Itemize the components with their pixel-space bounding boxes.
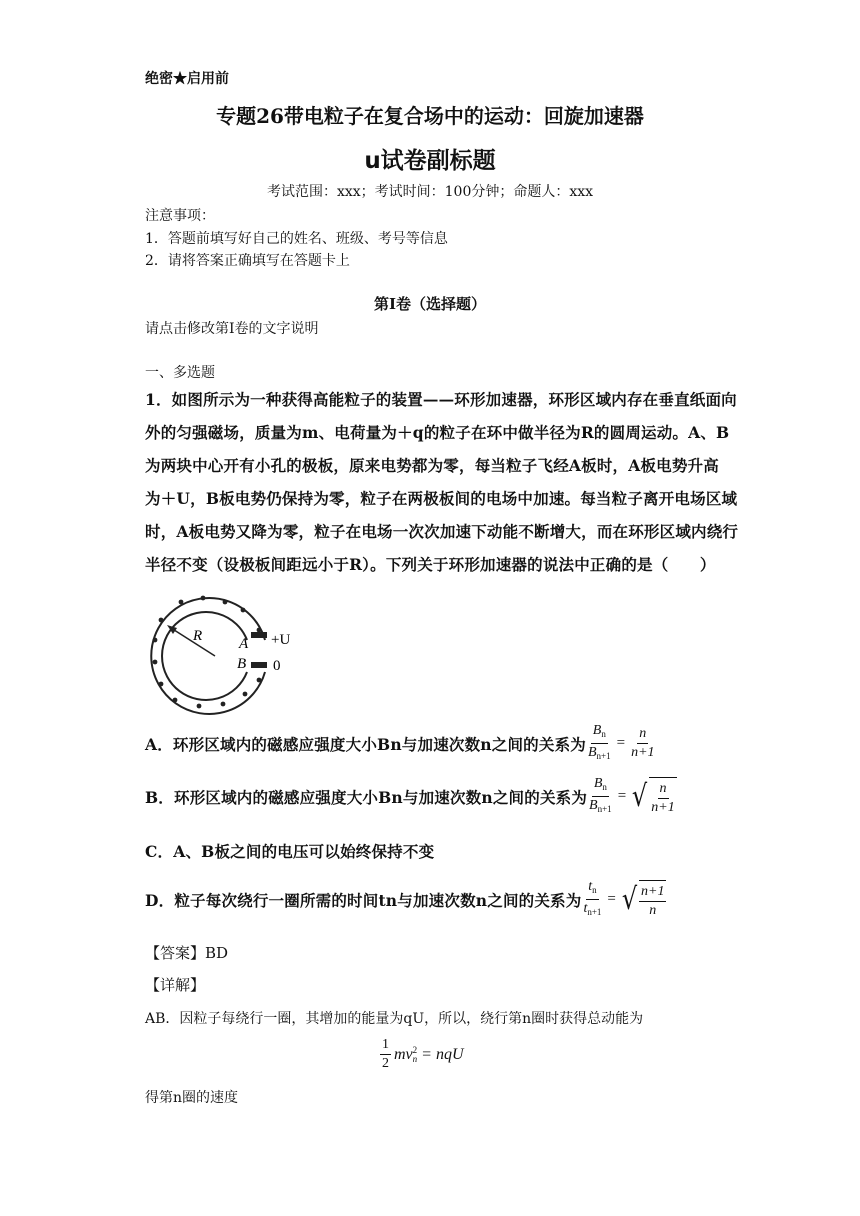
question-line-2: 外的匀强磁场，质量为m、电荷量为＋q的粒子在环中做半径为R的圆周运动。A、B [145, 423, 730, 442]
answer-label: 【答案】BD [145, 944, 229, 962]
question-line-5: 时，A板电势又降为零，粒子在电场一次次加速下动能不断增大，而在环形区域内绕行 [145, 522, 739, 541]
part1-desc: 请点击修改第I卷的文字说明 [145, 321, 319, 337]
option-b: B．环形区域内的磁感应强度大小Bn与加速次数n之间的关系为 $\frac{B_n}{B_{n+1}}$ = √ $\frac{n}{n+1}$ [145, 775, 677, 818]
question-line-3: 为两块中心开有小孔的极板，原来电势都为零，每当粒子飞经A板时，A板电势升高 [145, 456, 719, 475]
label-b: B [237, 656, 247, 672]
option-b-lhs-fraction: $\frac{B_n}{B_{n+1}}$ [589, 776, 612, 814]
notes-heading: 注意事项： [145, 208, 215, 224]
option-b-text: B．环形区域内的磁感应强度大小Bn与加速次数n之间的关系为 [145, 787, 588, 807]
question-line-1: 1．如图所示为一种获得高能粒子的装置——环形加速器，环形区域内存在垂直纸面向 [145, 390, 737, 409]
option-b-sqrt: √ $\frac{n}{n+1}$ [632, 778, 675, 815]
question-line-6: 半径不变（设极板间距远小于R）。下列关于环形加速器的说法中正确的是（ ） [145, 555, 716, 574]
inner-ring [162, 612, 247, 700]
ring-accelerator-figure [145, 590, 315, 720]
option-a-text: A．环形区域内的磁感应强度大小Bn与加速次数n之间的关系为 [145, 734, 586, 754]
notes-item-1: 1．答题前填写好自己的姓名、班级、考号等信息 [145, 231, 448, 247]
notes-item-2: 2．请将答案正确填写在答题卡上 [145, 253, 350, 269]
label-a: A [239, 636, 249, 652]
page-title: 专题26带电粒子在复合场中的运动：回旋加速器 [216, 104, 644, 128]
option-a-rhs-fraction: $\frac{n}{n+1}$ [631, 726, 655, 760]
page-subtitle: u试卷副标题 [364, 148, 496, 174]
option-d-sqrt: √ $\frac{n+1}{n}$ [621, 881, 665, 918]
plate-a [251, 632, 267, 638]
label-plus-u: +U [271, 632, 291, 648]
velocity-intro: 得第n圈的速度 [145, 1090, 239, 1106]
option-a: A．环形区域内的磁感应强度大小Bn与加速次数n之间的关系为 $\frac{B_n}{B_{n+1}}$ = $\frac{n}{n+1}$ [145, 722, 657, 765]
plate-b [251, 662, 267, 668]
detail-label: 【详解】 [145, 976, 206, 994]
part1-heading: 第I卷（选择题） [373, 295, 487, 313]
option-c: C．A、B板之间的电压可以始终保持不变 [145, 842, 435, 861]
ab-explanation: AB．因粒子每绕行一圈，其增加的能量为qU，所以，绕行第n圈时获得总动能为 [145, 1011, 644, 1027]
section-heading: 一、多选题 [145, 365, 215, 381]
question-line-4: 为＋U，B板电势仍保持为零，粒子在两极板间的电场中加速。每当粒子离开电场区域 [145, 489, 738, 508]
secret-label: 绝密★启用前 [145, 71, 229, 87]
label-r: R [193, 628, 203, 644]
label-zero: 0 [273, 658, 281, 674]
exam-meta: 考试范围：xxx；考试时间：100分钟；命题人：xxx [266, 184, 594, 200]
kinetic-energy-equation: $\frac{1}{2}$ mv 2 n = nqU [382, 1037, 464, 1071]
option-a-lhs-fraction: $\frac{B_n}{B_{n+1}}$ [587, 723, 611, 761]
option-d-lhs-fraction: $\frac{t_n}{t_{n+1}}$ [583, 879, 602, 917]
outer-ring [151, 598, 265, 714]
option-d: D．粒子每次绕行一圈所需的时间tn与加速次数n之间的关系为 $\frac{t_n}{t_{n+1}}$ = √ $\frac{n+1}{n}$ [145, 878, 666, 921]
option-d-text: D．粒子每次绕行一圈所需的时间tn与加速次数n之间的关系为 [145, 890, 582, 910]
